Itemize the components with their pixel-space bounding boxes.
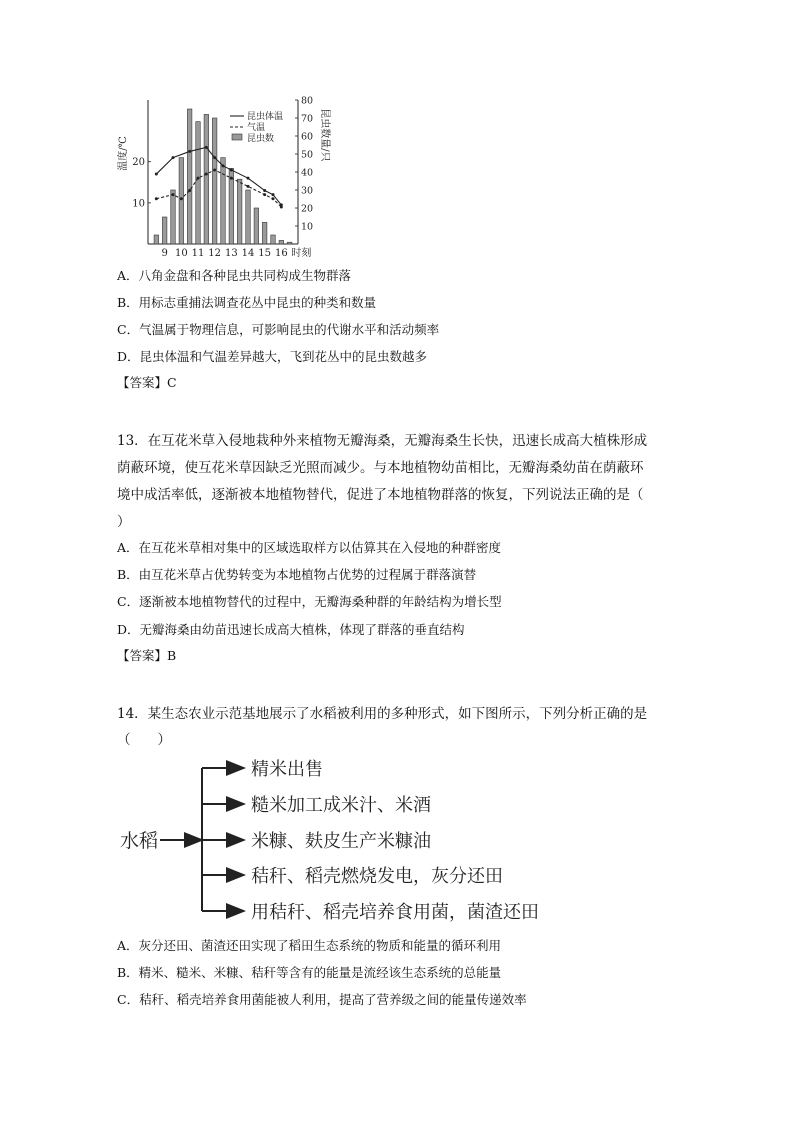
insect-count-bar [196, 122, 201, 244]
insect-count-bar [262, 222, 267, 244]
q14-stem-line-2: （ ） [117, 732, 171, 748]
insect-temperature-chart [118, 92, 328, 260]
insect-count-bar [246, 190, 251, 244]
air-temp-line-point [155, 197, 158, 200]
air-temp-line-point [280, 205, 283, 208]
right-tick-label: 20 [301, 203, 314, 215]
air-temp-line-point [213, 168, 216, 171]
air-temp-line-point [205, 173, 208, 176]
air-temp-line-point [263, 193, 266, 196]
body-temp-line-point [222, 164, 225, 167]
x-tick-label: 15 [258, 248, 272, 259]
insect-count-bar [221, 158, 226, 244]
q13-option-c: C．逐渐被本地植物替代的过程中，无瓣海桑种群的年龄结构为增长型 [117, 594, 502, 609]
q13-stem-line-3: 境中成活率低，逐渐被本地植物替代，促进了本地植物群落的恢复，下列说法正确的是（ [117, 487, 644, 503]
q13-option-b: B．由互花米草占优势转变为本地植物占优势的过程属于群落演替 [117, 567, 477, 582]
q13-stem-line-2: 荫蔽环境，使互花米草因缺乏光照而减少。与本地植物幼苗相比，无瓣海桑幼苗在荫蔽环 [117, 460, 644, 476]
insect-count-bar [279, 240, 284, 244]
body-temp-line-point [172, 156, 175, 159]
q13-option-d: D．无瓣海桑由幼苗迅速长成高大植株，体现了群落的垂直结构 [117, 622, 465, 637]
left-tick-label: 10 [132, 198, 145, 210]
insect-count-bar [162, 217, 167, 244]
insect-count-bar [187, 109, 192, 244]
q14-option-b: B．精米、糙米、米糠、秸秆等含有的能量是流经该生态系统的总能量 [117, 965, 502, 980]
body-temp-line-point [205, 146, 208, 149]
right-tick-label: 50 [301, 149, 314, 161]
legend-swatch-insect-count [232, 134, 242, 140]
q13-stem-line-1: 13．在互花米草入侵地栽种外来植物无瓣海桑，无瓣海桑生长快，迅速长成高大植株形成 [117, 433, 648, 449]
x-tick-label: 11 [191, 248, 205, 259]
diagram-target-3: 米糠、麸皮生产米糠油 [251, 831, 431, 852]
air-temp-line-point [188, 189, 191, 192]
insect-count-bar [154, 235, 159, 244]
air-temp-line-point [197, 177, 200, 180]
insect-count-bar [171, 190, 176, 244]
right-tick-label: 80 [301, 95, 314, 107]
body-temp-line-point [247, 177, 250, 180]
right-axis-title: 昆虫数量/只 [319, 108, 330, 162]
body-temp-line-point [155, 173, 158, 176]
legend-label-air-temp: 气温 [247, 123, 266, 133]
insect-count-bar [179, 158, 184, 244]
q12-answer: 【答案】C [117, 375, 177, 390]
diagram-target-2: 糙米加工成米汁、米酒 [251, 795, 431, 816]
q12-option-d: D．昆虫体温和气温差异越大，飞到花丛中的昆虫数越多 [117, 349, 428, 364]
x-tick-label: 13 [224, 248, 238, 259]
x-tick-label: 16 [274, 248, 288, 259]
right-tick-label: 10 [301, 221, 314, 233]
legend-label-insect-count: 昆虫数 [247, 134, 275, 144]
x-tick-label: 10 [174, 248, 188, 259]
body-temp-line-point [263, 189, 266, 192]
right-tick-label: 70 [301, 113, 314, 125]
air-temp-line-point [172, 193, 175, 196]
right-tick-label: 40 [301, 167, 314, 179]
q13-stem-line-4: ） [117, 514, 131, 530]
insect-count-bar [212, 118, 217, 244]
insect-count-bar [229, 168, 234, 244]
q13-answer: 【答案】B [117, 648, 177, 663]
diagram-target-1: 精米出售 [251, 759, 323, 780]
air-temp-line-point [230, 177, 233, 180]
body-temp-line-point [272, 193, 275, 196]
air-temp-line-point [180, 197, 183, 200]
x-tick-label: 12 [208, 248, 222, 259]
body-temp-line-point [230, 168, 233, 171]
q12-option-b: B．用标志重捕法调查花丛中昆虫的种类和数量 [117, 295, 377, 310]
insect-count-bar [254, 208, 258, 244]
legend-label-body-temp: 昆虫体温 [247, 112, 284, 122]
air-temp-line-point [247, 185, 250, 188]
left-tick-label: 20 [132, 157, 145, 169]
q14-stem-line-1: 14．某生态农业示范基地展示了水稻被利用的多种形式，如下图所示，下列分析正确的是 [117, 706, 648, 722]
right-tick-label: 60 [301, 131, 314, 143]
q13-option-a: A．在互花米草相对集中的区域选取样方以估算其在入侵地的种群密度 [117, 540, 502, 555]
diagram-target-5: 用秸秆、稻壳培养食用菌，菌渣还田 [251, 902, 539, 923]
x-axis-label: 时刻 [291, 248, 312, 259]
x-tick-label: 9 [161, 248, 168, 259]
diagram-target-4: 秸秆、稻壳燃烧发电，灰分还田 [251, 866, 503, 887]
q12-option-c: C．气温属于物理信息，可影响昆虫的代谢水平和活动频率 [117, 322, 440, 337]
insect-count-bar [271, 235, 276, 244]
q14-option-a: A．灰分还田、菌渣还田实现了稻田生态系统的物质和能量的循环利用 [117, 938, 502, 953]
right-tick-label: 30 [301, 185, 314, 197]
q12-option-a: A．八角金盘和各种昆虫共同构成生物群落 [117, 268, 352, 283]
air-temp-line-point [272, 197, 275, 200]
rice-utilization-diagram [118, 752, 558, 932]
diagram-source-label: 水稻 [120, 830, 159, 852]
body-temp-line-point [188, 150, 191, 153]
insect-count-bar [287, 242, 292, 244]
left-axis-title: 温度/℃ [118, 136, 129, 171]
insect-count-bar [204, 114, 209, 244]
body-temp-line-point [213, 156, 216, 159]
q14-option-c: C．秸秆、稻壳培养食用菌能被人利用，提高了营养级之间的能量传递效率 [117, 992, 527, 1007]
x-tick-label: 14 [241, 248, 255, 259]
insect-count-bar [237, 179, 242, 244]
